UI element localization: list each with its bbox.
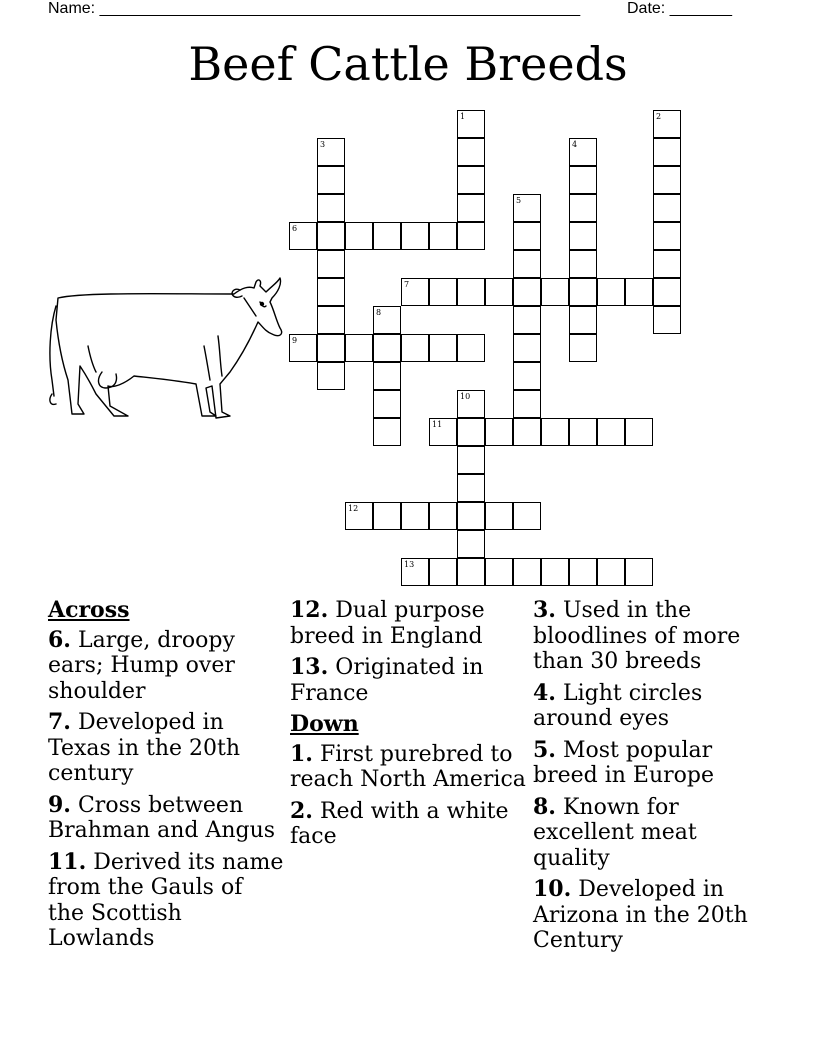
crossword-cell[interactable]: [513, 418, 541, 446]
date-field-label: Date: _______: [627, 0, 732, 17]
clue-number: 8.: [533, 793, 556, 820]
clue-number-label: 6: [292, 224, 298, 233]
crossword-cell[interactable]: [317, 362, 345, 390]
crossword-cell[interactable]: [457, 222, 485, 250]
crossword-cell[interactable]: [513, 558, 541, 586]
crossword-cell[interactable]: [513, 362, 541, 390]
clue-across-11: [48, 850, 284, 952]
clue-number-label: 7: [404, 280, 410, 289]
cow-illustration: [44, 276, 284, 424]
clue-text: Developed in Texas in the 20th century: [48, 710, 241, 786]
clue-across-13: [290, 655, 526, 706]
clue-across-7: [48, 710, 284, 787]
crossword-cell[interactable]: [513, 222, 541, 250]
crossword-cell[interactable]: [429, 558, 457, 586]
crossword-cell[interactable]: [457, 446, 485, 474]
clue-text: Originated in France: [290, 655, 484, 706]
crossword-cell[interactable]: [513, 390, 541, 418]
crossword-cell[interactable]: [289, 334, 317, 362]
crossword-cell[interactable]: [457, 138, 485, 166]
crossword-cell[interactable]: [457, 390, 485, 418]
crossword-cell[interactable]: [569, 166, 597, 194]
crossword-cell[interactable]: [653, 222, 681, 250]
crossword-cell[interactable]: [569, 194, 597, 222]
crossword-cell[interactable]: [513, 278, 541, 306]
clue-down-2: [290, 799, 526, 850]
clue-number-label: 13: [404, 560, 415, 569]
clue-number: 12.: [290, 597, 329, 623]
crossword-cell[interactable]: [569, 334, 597, 362]
crossword-cell[interactable]: [401, 334, 429, 362]
crossword-cell[interactable]: [653, 306, 681, 334]
crossword-cell[interactable]: [653, 138, 681, 166]
crossword-cell[interactable]: [373, 222, 401, 250]
clue-across-6: [48, 628, 284, 705]
crossword-cell[interactable]: [541, 418, 569, 446]
crossword-cell[interactable]: [541, 278, 569, 306]
clue-text: Most popular breed in Europe: [533, 737, 715, 788]
clue-number-label: 11: [432, 420, 443, 429]
crossword-cell[interactable]: [625, 418, 653, 446]
crossword-cell[interactable]: [569, 306, 597, 334]
clue-number-label: 8: [376, 308, 382, 317]
crossword-cell[interactable]: [625, 558, 653, 586]
crossword-cell[interactable]: [429, 418, 457, 446]
crossword-cell[interactable]: [513, 334, 541, 362]
crossword-cell[interactable]: [513, 250, 541, 278]
clue-number-label: 10: [460, 392, 471, 401]
clue-text: Developed in Arizona in the 20th Century: [533, 877, 748, 953]
crossword-cell[interactable]: [457, 166, 485, 194]
crossword-cell[interactable]: [513, 194, 541, 222]
clue-text: Known for excellent meat quality: [533, 794, 697, 871]
crossword-cell[interactable]: [317, 278, 345, 306]
crossword-cell[interactable]: [373, 502, 401, 530]
crossword-cell[interactable]: [373, 362, 401, 390]
crossword-cell[interactable]: [373, 334, 401, 362]
crossword-cell[interactable]: [513, 502, 541, 530]
clue-text: Cross between Brahman and Angus: [48, 792, 276, 843]
clue-number-label: 12: [348, 504, 359, 513]
clue-number-label: 5: [516, 196, 522, 205]
crossword-cell[interactable]: [429, 502, 457, 530]
crossword-cell[interactable]: [569, 418, 597, 446]
clue-number: 10.: [533, 876, 572, 902]
crossword-cell[interactable]: [597, 558, 625, 586]
clue-number-label: 9: [292, 336, 298, 345]
crossword-cell[interactable]: [653, 250, 681, 278]
crossword-cell[interactable]: [569, 250, 597, 278]
clue-across-12: [290, 598, 526, 649]
crossword-cell[interactable]: [457, 110, 485, 138]
crossword-cell[interactable]: [373, 418, 401, 446]
crossword-cell[interactable]: [317, 138, 345, 166]
crossword-cell[interactable]: [457, 558, 485, 586]
crossword-cell[interactable]: [317, 222, 345, 250]
crossword-cell[interactable]: [401, 502, 429, 530]
clue-number: 1.: [290, 740, 313, 767]
crossword-cell[interactable]: [457, 334, 485, 362]
crossword-cell[interactable]: [401, 558, 429, 586]
crossword-cell[interactable]: [597, 418, 625, 446]
clue-text: Red with a white face: [290, 798, 509, 849]
crossword-cell[interactable]: [653, 166, 681, 194]
crossword-cell[interactable]: [541, 558, 569, 586]
crossword-cell[interactable]: [569, 222, 597, 250]
clue-number-label: 2: [656, 112, 662, 121]
clue-text: Used in the bloodlines of more than 30 breeds: [533, 598, 741, 674]
clue-down-3: [533, 598, 769, 675]
crossword-cell[interactable]: [401, 222, 429, 250]
clue-number: 3.: [533, 597, 556, 623]
crossword-cell[interactable]: [653, 194, 681, 222]
clue-number-label: 3: [320, 140, 326, 149]
clue-number: 4.: [533, 679, 556, 706]
crossword-cell[interactable]: [457, 278, 485, 306]
clue-text: Light circles around eyes: [533, 680, 703, 731]
crossword-cell[interactable]: [569, 138, 597, 166]
crossword-cell[interactable]: [513, 306, 541, 334]
crossword-cell[interactable]: [289, 222, 317, 250]
clue-column-2: [290, 598, 526, 856]
crossword-cell[interactable]: [457, 418, 485, 446]
crossword-cell[interactable]: [457, 194, 485, 222]
crossword-cell[interactable]: [373, 390, 401, 418]
clue-number: 13.: [290, 654, 329, 680]
crossword-cell[interactable]: [429, 222, 457, 250]
clue-down-10: [533, 877, 769, 954]
clue-column-3: [533, 598, 769, 960]
crossword-cell[interactable]: [485, 418, 513, 446]
crossword-cell[interactable]: [345, 334, 373, 362]
clue-number: 7.: [48, 709, 71, 735]
clue-down-4: [533, 681, 769, 732]
clue-across-9: [48, 793, 284, 844]
crossword-cell[interactable]: [429, 278, 457, 306]
crossword-cell[interactable]: [401, 278, 429, 306]
crossword-cell[interactable]: [457, 502, 485, 530]
clue-number: 6.: [48, 626, 71, 653]
clue-text: Large, droopy ears; Hump over shoulder: [48, 627, 235, 704]
crossword-cell[interactable]: [569, 558, 597, 586]
crossword-cell[interactable]: [457, 474, 485, 502]
clue-down-1: [290, 742, 526, 793]
clue-down-8: [533, 795, 769, 872]
crossword-cell[interactable]: [317, 250, 345, 278]
crossword-cell[interactable]: [653, 110, 681, 138]
clue-text: First purebred to reach North America: [290, 741, 526, 792]
clue-number: 9.: [48, 791, 71, 818]
crossword-cell[interactable]: [485, 502, 513, 530]
clue-text: Dual purpose breed in England: [290, 598, 485, 649]
crossword-cell[interactable]: [345, 222, 373, 250]
crossword-cell[interactable]: [625, 278, 653, 306]
crossword-cell[interactable]: [317, 334, 345, 362]
clue-text: Derived its name from the Gauls of the Scottish Lowlands: [48, 849, 284, 951]
clue-number-label: 1: [460, 112, 466, 121]
crossword-cell[interactable]: [317, 306, 345, 334]
clue-column-1: [48, 598, 284, 958]
crossword-cell[interactable]: [653, 278, 681, 306]
name-field-label: Name: ______________________________________________________: [48, 0, 581, 17]
clue-down-5: [533, 738, 769, 789]
crossword-cell[interactable]: [485, 278, 513, 306]
crossword-cell[interactable]: [345, 502, 373, 530]
clue-number-label: 4: [572, 140, 578, 149]
crossword-cell[interactable]: [597, 278, 625, 306]
crossword-cell[interactable]: [429, 334, 457, 362]
down-heading: Down: [290, 711, 359, 737]
crossword-cell[interactable]: [317, 166, 345, 194]
crossword-cell[interactable]: [485, 558, 513, 586]
crossword-cell[interactable]: [569, 278, 597, 306]
clue-number: 5.: [533, 736, 556, 763]
crossword-cell[interactable]: [457, 530, 485, 558]
crossword-cell[interactable]: [373, 306, 401, 334]
page-title: Beef Cattle Breeds: [188, 37, 628, 91]
clue-number: 11.: [48, 848, 87, 875]
across-heading: Across: [48, 597, 130, 623]
crossword-cell[interactable]: [317, 194, 345, 222]
clue-number: 2.: [290, 797, 313, 824]
